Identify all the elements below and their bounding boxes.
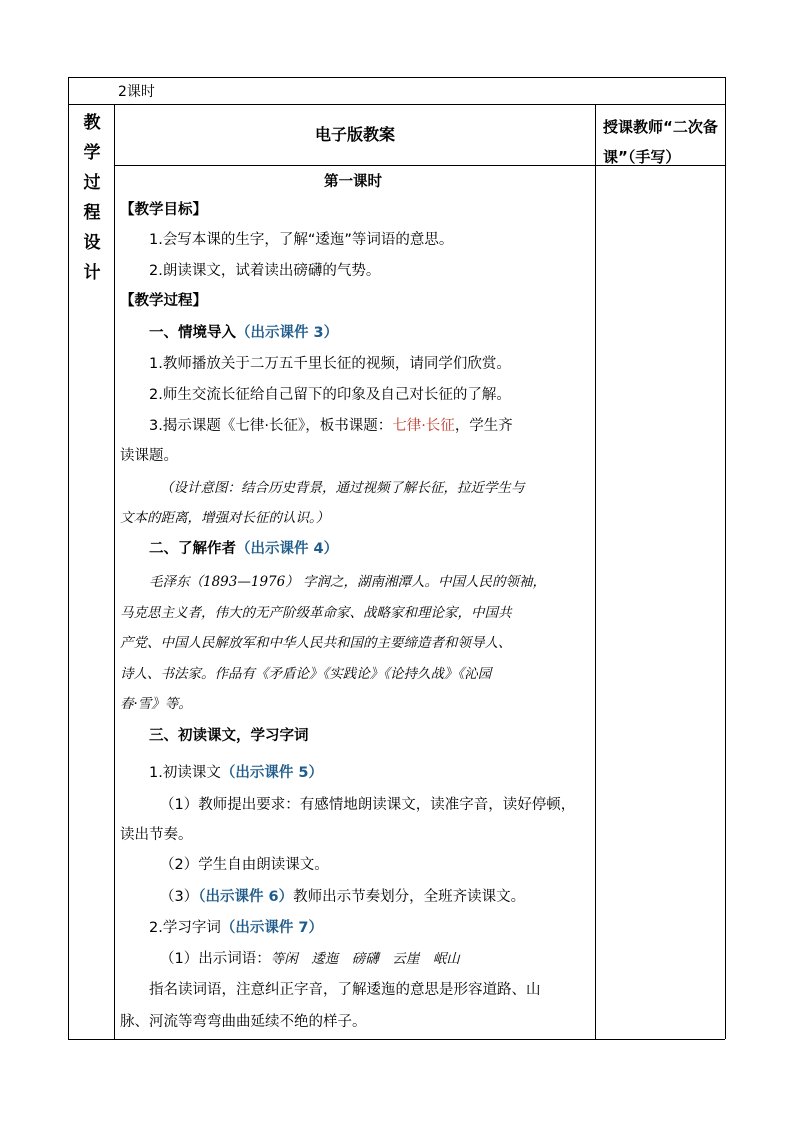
paragraph-continued: 读出节奏。 bbox=[120, 827, 193, 843]
paragraph-text: ，学生齐 bbox=[454, 418, 513, 434]
table-border-top bbox=[68, 77, 725, 78]
paragraph-text: （1）出示词语： bbox=[160, 951, 271, 967]
paragraph-continued: 脉、河流等弯弯曲曲延续不绝的样子。 bbox=[120, 1014, 367, 1030]
section-title: 二、了解作者 bbox=[149, 541, 236, 557]
courseware-ref: （出示课件 6） bbox=[198, 889, 294, 905]
section-title: 三、初读课文，学习字词 bbox=[149, 728, 309, 744]
sub-heading bbox=[149, 761, 323, 785]
table-col-divider-1 bbox=[114, 104, 115, 1039]
paragraph: 指名读词语，注意纠正字音，了解逶迤的意思是形容道路、山 bbox=[149, 982, 541, 998]
paragraph bbox=[160, 947, 460, 971]
side-label bbox=[70, 108, 114, 288]
courseware-ref: （出示课件 7） bbox=[220, 920, 323, 936]
paragraph-text: （3） bbox=[160, 889, 199, 905]
author-bio: 毛泽东（1893—1976） 字润之，湖南湘潭人。中国人民的领袖， bbox=[149, 574, 547, 590]
main-column-title: 电子版教案 bbox=[314, 125, 395, 144]
paragraph: 1.教师播放关于二万五千里长征的视频，请同学们欣赏。 bbox=[149, 356, 511, 372]
side-label-char: 计 bbox=[83, 263, 101, 283]
paragraph-text: 3.揭示课题《七律·长征》，板书课题： bbox=[149, 418, 393, 434]
table-border-bottom bbox=[68, 1039, 725, 1040]
table-row-divider bbox=[68, 104, 725, 105]
paragraph bbox=[149, 414, 513, 438]
goal-item: 1.会写本课的生字，了解“逶迤”等词语的意思。 bbox=[149, 232, 454, 248]
vocabulary-words: 等闲 逶迤 磅礴 云崖 岷山 bbox=[270, 951, 460, 967]
section-heading bbox=[149, 321, 338, 345]
design-note: （设计意图：结合历史背景，通过视频了解长征，拉近学生与 bbox=[160, 480, 525, 496]
goals-heading: 【教学目标】 bbox=[120, 202, 207, 218]
sub-heading-text: 1.初读课文 bbox=[149, 765, 221, 781]
side-label-char: 教 bbox=[83, 113, 101, 133]
side-label-char: 过 bbox=[83, 173, 101, 193]
side-label-char: 程 bbox=[83, 203, 101, 223]
table-border-left bbox=[68, 77, 69, 1039]
side-label-char: 学 bbox=[83, 143, 101, 163]
author-bio: 春·雪》等。 bbox=[120, 696, 192, 712]
table-border-right bbox=[725, 77, 726, 1039]
author-bio: 产党、中国人民解放军和中华人民共和国的主要缔造者和领导人、 bbox=[120, 635, 512, 651]
paragraph: （2）学生自由朗读课文。 bbox=[160, 857, 329, 873]
section-title: 一、情境导入 bbox=[149, 325, 236, 341]
paragraph: （1）教师提出要求：有感情地朗读课文，读准字音，读好停顿， bbox=[160, 797, 576, 813]
paragraph-continued: 读课题。 bbox=[120, 448, 178, 464]
sub-heading bbox=[149, 916, 323, 940]
paragraph-text: 教师出示节奏划分，全班齐读课文。 bbox=[293, 889, 526, 905]
session-title: 第一课时 bbox=[324, 174, 382, 190]
section-heading bbox=[149, 537, 338, 561]
courseware-ref: （出示课件 4） bbox=[236, 541, 339, 557]
class-period: 2课时 bbox=[118, 84, 155, 100]
author-bio: 马克思主义者，伟大的无产阶级革命家、战略家和理论家，中国共 bbox=[120, 605, 512, 621]
design-note: 文本的距离，增强对长征的认识。） bbox=[120, 510, 330, 526]
teacher-notes-column-title: 授课教师“二次备课”（手写） bbox=[603, 118, 718, 166]
goal-item: 2.朗读课文，试着读出磅礴的气势。 bbox=[149, 263, 381, 279]
process-heading: 【教学过程】 bbox=[120, 293, 207, 309]
paragraph: 2.师生交流长征给自己留下的印象及自己对长征的了解。 bbox=[149, 387, 511, 403]
sub-heading-text: 2.学习字词 bbox=[149, 920, 221, 936]
board-title-text: 七律·长征 bbox=[392, 418, 455, 434]
paragraph bbox=[160, 885, 525, 909]
side-label-char: 设 bbox=[83, 233, 101, 253]
author-bio: 诗人、书法家。作品有《矛盾论》《实践论》《论持久战》《沁园 bbox=[120, 666, 492, 682]
table-col-divider-2 bbox=[595, 104, 596, 1039]
courseware-ref: （出示课件 3） bbox=[236, 325, 339, 341]
courseware-ref: （出示课件 5） bbox=[220, 765, 323, 781]
